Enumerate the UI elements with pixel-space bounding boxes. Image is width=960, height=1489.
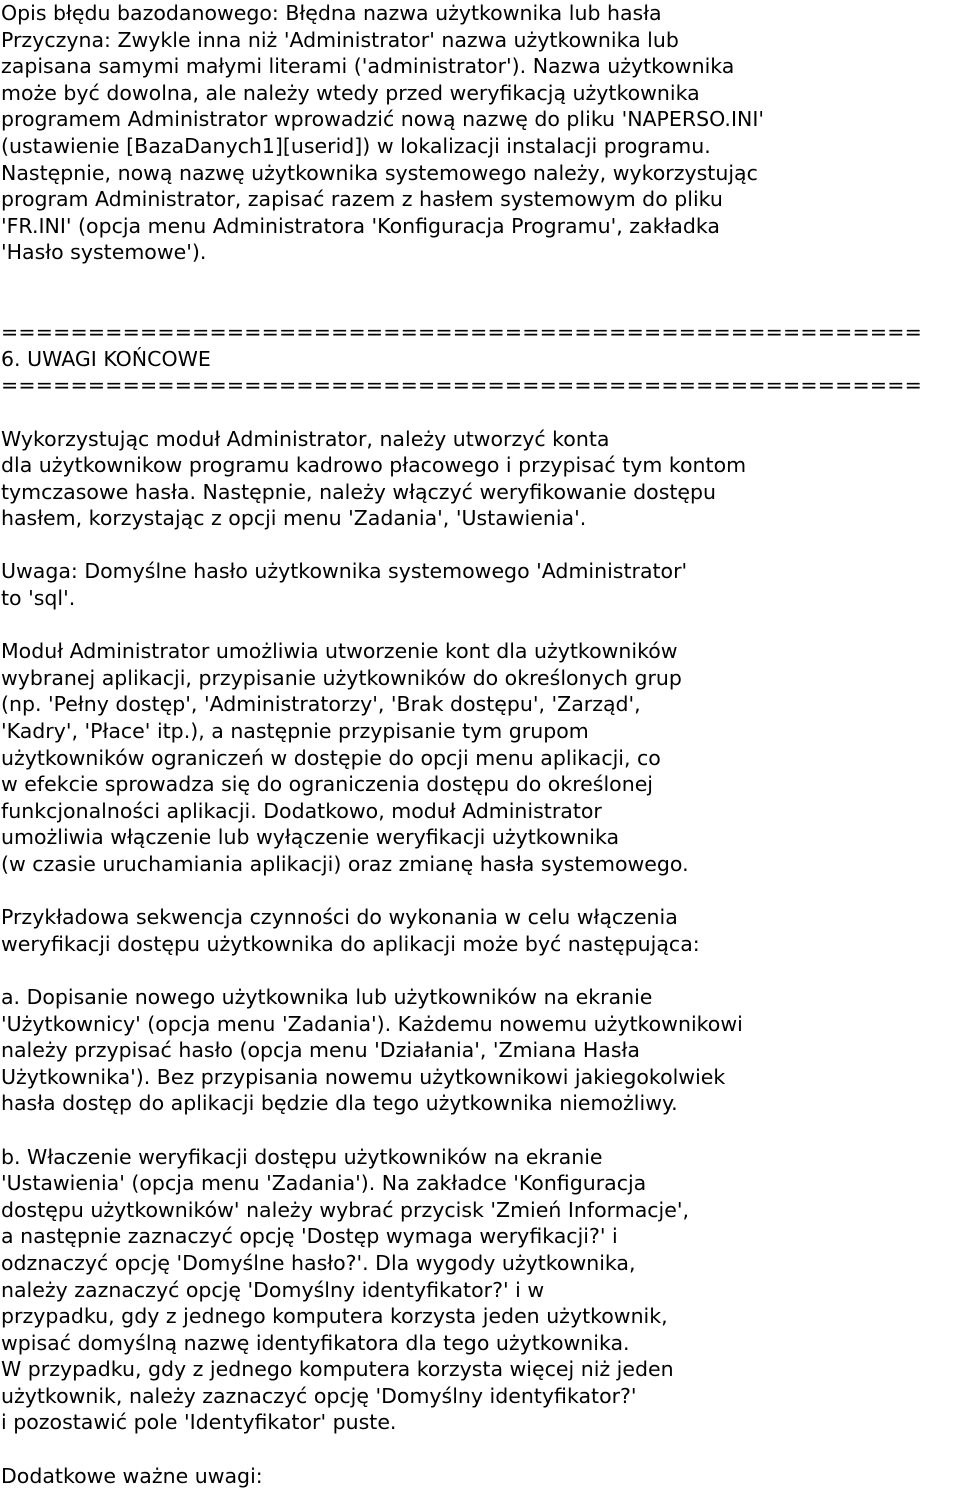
text-line: użytkowników ograniczeń w dostępie do opcji menu aplikacji, co — [1, 745, 661, 770]
text-line: dla użytkownikow programu kadrowo płacowego i przypisać tym kontom — [1, 453, 747, 478]
blank-line — [0, 1436, 960, 1463]
text-line: Wykorzystując moduł Administrator, należy utworzyć konta — [1, 426, 610, 451]
text-line: 'Ustawienia' (opcja menu 'Zadania'). Na zakładce 'Konfiguracja — [1, 1171, 647, 1196]
accounts-paragraph — [0, 426, 960, 532]
text-line: (w czasie uruchamiania aplikacji) oraz zmianę hasła systemowego. — [1, 852, 689, 876]
step-a-paragraph — [0, 984, 960, 1117]
text-line: a. Dopisanie nowego użytkownika lub użytkowników na ekranie — [1, 984, 653, 1009]
text-line: zapisana samymi małymi literami ('administrator'). Nazwa użytkownika — [1, 54, 735, 79]
text-line: program Administrator, zapisać razem z hasłem systemowym do pliku — [1, 187, 723, 212]
text-line: a następnie zaznaczyć opcję 'Dostęp wymaga weryfikacji?' i — [1, 1224, 618, 1249]
sequence-intro-paragraph — [0, 904, 960, 957]
text-line: Uwaga: Domyślne hasło użytkownika systemowego 'Administrator' — [1, 559, 688, 584]
text-line: hasła dostęp do aplikacji będzie dla tego użytkownika niemożliwy. — [1, 1091, 678, 1116]
text-line: należy przypisać hasło (opcja menu 'Działania', 'Zmiana Hasła — [1, 1038, 640, 1063]
text-line: programem Administrator wprowadzić nową nazwę do pliku 'NAPERSO.INI' — [1, 107, 765, 132]
administrator-module-paragraph — [0, 638, 960, 877]
blank-line — [0, 399, 960, 426]
text-line: przypadku, gdy z jednego komputera korzysta jeden użytkownik, — [1, 1304, 668, 1329]
error-description-paragraph — [0, 0, 960, 266]
text-line: Następnie, nową nazwę użytkownika systemowego należy, wykorzystując — [1, 160, 758, 185]
text-line: 'Kadry', 'Płace' itp.), a następnie przypisanie tym grupom — [1, 719, 589, 744]
blank-line — [0, 878, 960, 905]
text-line: (np. 'Pełny dostęp', 'Administratorzy', 'Brak dostępu', 'Zarząd', — [1, 692, 641, 717]
text-line: to 'sql'. — [1, 586, 76, 611]
text-line: Dodatkowe ważne uwagi: — [1, 1463, 263, 1488]
text-line: 'Hasło systemowe'). — [1, 240, 207, 265]
text-line: tymczasowe hasła. Następnie, należy włączyć weryfikowanie dostępu — [1, 479, 717, 504]
text-line: weryfikacji dostępu użytkownika do aplikacji może być następująca: — [1, 931, 700, 956]
step-b-paragraph — [0, 1144, 960, 1437]
text-line: odznaczyć opcję 'Domyślne hasło?'. Dla wygody użytkownika, — [1, 1250, 636, 1275]
text-line: umożliwia włączenie lub wyłączenie weryfikacji użytkownika — [1, 825, 620, 850]
text-line: może być dowolna, ale należy wtedy przed weryfikacją użytkownika — [1, 80, 700, 105]
default-password-note — [0, 558, 960, 611]
text-line: 'Użytkownicy' (opcja menu 'Zadania'). Każdemu nowemu użytkownikowi — [1, 1011, 743, 1036]
section-header — [0, 319, 960, 399]
blank-line — [0, 293, 960, 320]
text-line: użytkownik, należy zaznaczyć opcję 'Domyślny identyfikator?' — [1, 1383, 637, 1408]
text-line: Opis błędu bazodanowego: Błędna nazwa użytkownika lub hasła — [1, 1, 662, 25]
text-line: 'FR.INI' (opcja menu Administratora 'Konfiguracja Programu', zakładka — [1, 213, 720, 238]
divider-rule-top: ===================================================== — [1, 320, 922, 345]
additional-notes-heading — [0, 1463, 960, 1489]
section-heading: 6. UWAGI KOŃCOWE — [1, 346, 211, 371]
text-line: W przypadku, gdy z jednego komputera korzysta więcej niż jeden — [1, 1357, 674, 1382]
text-line: wpisać domyślną nazwę identyfikatora dla tego użytkownika. — [1, 1330, 630, 1355]
text-line: należy zaznaczyć opcję 'Domyślny identyfikator?' i w — [1, 1277, 545, 1302]
blank-line — [0, 532, 960, 559]
text-line: wybranej aplikacji, przypisanie użytkowników do określonych grup — [1, 665, 682, 690]
text-line: Przykładowa sekwencja czynności do wykonania w celu włączenia — [1, 905, 678, 930]
text-line: dostępu użytkowników' należy wybrać przycisk 'Zmień Informacje', — [1, 1197, 689, 1222]
text-line: (ustawienie [BazaDanych1][userid]) w lokalizacji instalacji programu. — [1, 133, 711, 158]
blank-line — [0, 266, 960, 293]
blank-line — [0, 612, 960, 639]
blank-line — [0, 957, 960, 984]
text-line: funkcjonalności aplikacji. Dodatkowo, moduł Administrator — [1, 798, 602, 823]
text-line: w efekcie sprowadza się do ograniczenia dostępu do określonej — [1, 772, 654, 797]
text-line: i pozostawić pole 'Identyfikator' puste. — [1, 1410, 397, 1435]
text-line: Moduł Administrator umożliwia utworzenie kont dla użytkowników — [1, 639, 678, 664]
divider-rule-bottom: ===================================================== — [1, 373, 922, 398]
blank-line — [0, 1117, 960, 1144]
text-line: Przyczyna: Zwykle inna niż 'Administrator' nazwa użytkownika lub — [1, 27, 679, 52]
text-line: b. Właczenie weryfikacji dostępu użytkowników na ekranie — [1, 1144, 603, 1169]
text-line: hasłem, korzystając z opcji menu 'Zadania', 'Ustawienia'. — [1, 506, 587, 531]
text-line: Użytkownika'). Bez przypisania nowemu użytkownikowi jakiegokolwiek — [1, 1064, 726, 1089]
